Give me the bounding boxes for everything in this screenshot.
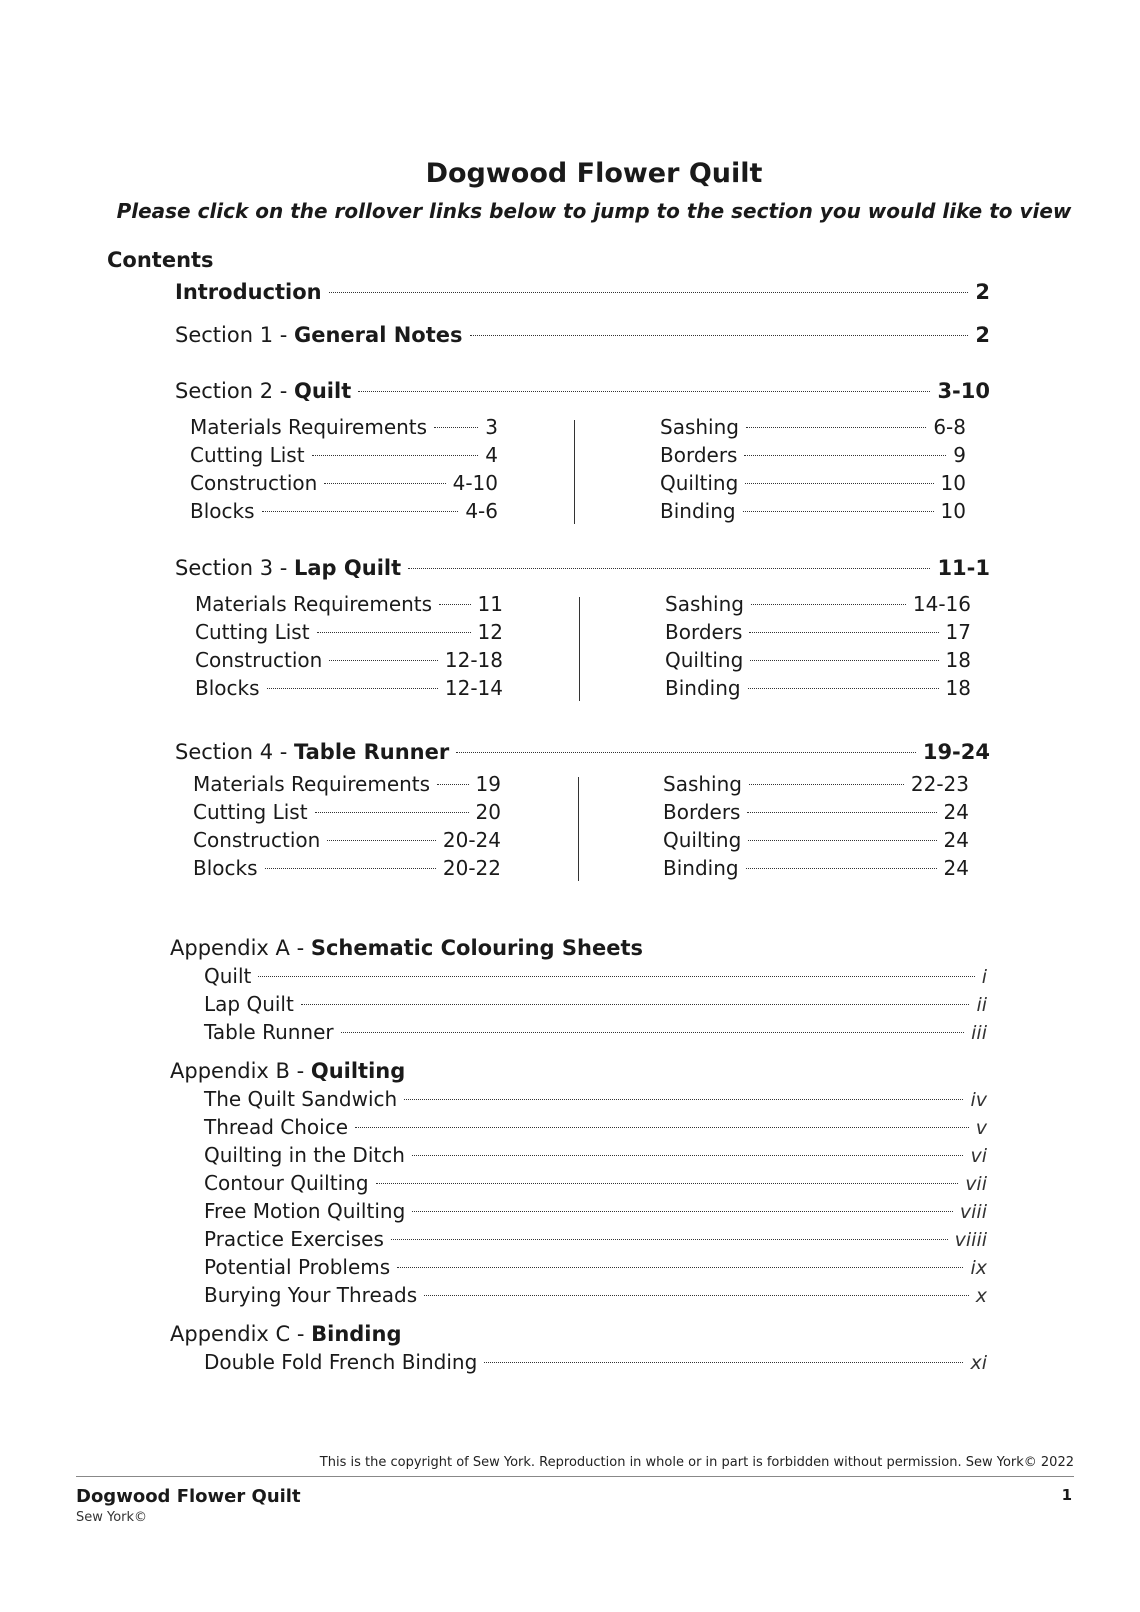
dot-leader [329, 292, 969, 293]
toc-sub-item[interactable]: Materials Requirements 11 [195, 592, 503, 616]
toc-sub-item[interactable]: Construction 4-10 [190, 471, 498, 495]
toc-sub-item[interactable]: Cutting List 20 [193, 800, 501, 824]
toc-appendix-item[interactable]: The Quilt Sandwich iv [204, 1087, 987, 1111]
toc-sub-item[interactable]: Cutting List 4 [190, 443, 498, 467]
toc-sub-item[interactable]: Quilting 24 [663, 828, 969, 852]
toc-appendix-item[interactable]: Thread Choice v [204, 1115, 987, 1139]
footer-title: Dogwood Flower Quilt [76, 1486, 301, 1507]
toc-sub-item[interactable]: Binding 24 [663, 856, 969, 880]
toc-label: Section 4 - Table Runner [175, 740, 450, 764]
toc-sub-item[interactable]: Quilting 18 [665, 648, 971, 672]
toc-sub-item[interactable]: Blocks 12-14 [195, 676, 503, 700]
toc-sub-item[interactable]: Blocks 4-6 [190, 499, 498, 523]
column-divider [579, 597, 580, 701]
toc-sub-item[interactable]: Borders 9 [660, 443, 966, 467]
appendix-c-heading[interactable]: Appendix C - Binding [170, 1322, 402, 1346]
toc-appendix-item[interactable]: Potential Problems ix [204, 1255, 987, 1279]
column-divider [574, 420, 575, 524]
toc-sub-item[interactable]: Binding 18 [665, 676, 971, 700]
toc-sub-item[interactable]: Binding 10 [660, 499, 966, 523]
toc-sub-item[interactable]: Materials Requirements 19 [193, 772, 501, 796]
toc-page: 11-1 [937, 556, 990, 580]
dot-leader [456, 752, 916, 753]
toc-sub-item[interactable]: Sashing 22-23 [663, 772, 969, 796]
contents-heading: Contents [107, 248, 214, 272]
toc-page: 19-24 [922, 740, 990, 764]
toc-sub-item[interactable]: Cutting List 12 [195, 620, 503, 644]
toc-section-3[interactable] [175, 556, 990, 580]
toc-appendix-item[interactable]: Quilt i [204, 964, 987, 988]
toc-label: Introduction [175, 280, 322, 304]
toc-sub-item[interactable]: Sashing 6-8 [660, 415, 966, 439]
toc-label: Section 1 - General Notes [175, 323, 463, 347]
toc-page: 2 [975, 323, 990, 347]
toc-section-1[interactable] [175, 323, 990, 347]
toc-appendix-item[interactable]: Double Fold French Binding xi [204, 1350, 987, 1374]
toc-appendix-item[interactable]: Quilting in the Ditch vi [204, 1143, 987, 1167]
appendix-a-heading[interactable]: Appendix A - Schematic Colouring Sheets [170, 936, 644, 960]
toc-sub-item[interactable]: Borders 24 [663, 800, 969, 824]
toc-introduction[interactable] [175, 280, 990, 304]
toc-appendix-item[interactable]: Contour Quilting vii [204, 1171, 987, 1195]
dot-leader [358, 391, 930, 392]
toc-sub-item[interactable]: Construction 12-18 [195, 648, 503, 672]
toc-section-4[interactable] [175, 740, 990, 764]
toc-page: 3-10 [937, 379, 990, 403]
document-subtitle: Please click on the rollover links below to jump to the section you would like to view [116, 199, 1072, 223]
footer-brand: Sew York© [76, 1510, 148, 1525]
toc-sub-item[interactable]: Construction 20-24 [193, 828, 501, 852]
toc-sub-item[interactable]: Blocks 20-22 [193, 856, 501, 880]
toc-label: Section 2 - Quilt [175, 379, 352, 403]
toc-appendix-item[interactable]: Lap Quilt ii [204, 992, 987, 1016]
document-title: Dogwood Flower Quilt [425, 158, 763, 189]
dot-leader [470, 335, 969, 336]
appendix-b-heading[interactable]: Appendix B - Quilting [170, 1059, 406, 1083]
toc-appendix-item[interactable]: Burying Your Threads x [204, 1283, 987, 1307]
toc-label: Section 3 - Lap Quilt [175, 556, 402, 580]
column-divider [578, 777, 579, 881]
toc-sub-item[interactable]: Borders 17 [665, 620, 971, 644]
toc-sub-item[interactable]: Quilting 10 [660, 471, 966, 495]
toc-appendix-item[interactable]: Table Runner iii [204, 1020, 987, 1044]
toc-sub-item[interactable]: Sashing 14-16 [665, 592, 971, 616]
toc-sub-item[interactable]: Materials Requirements 3 [190, 415, 498, 439]
copyright-notice: This is the copyright of Sew York. Reproduction in whole or in part is forbidden without permission. Sew York© 2022 [319, 1455, 1074, 1470]
page-number: 1 [1061, 1486, 1072, 1504]
toc-page: 2 [975, 280, 990, 304]
footer-rule [76, 1476, 1074, 1477]
toc-appendix-item[interactable]: Free Motion Quilting viii [204, 1199, 987, 1223]
toc-appendix-item[interactable]: Practice Exercises viiii [204, 1227, 987, 1251]
dot-leader [408, 568, 930, 569]
toc-section-2[interactable] [175, 379, 990, 403]
